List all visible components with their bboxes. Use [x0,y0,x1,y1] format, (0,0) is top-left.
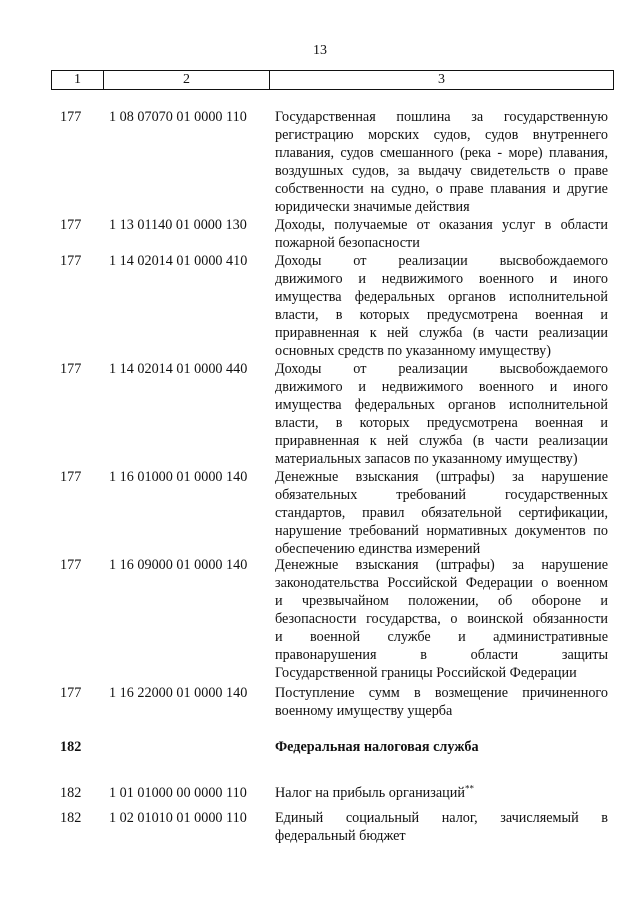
description-line: приравненная к ней служба (в части реализации [275,325,608,341]
description-text: Налог на прибыль организаций [275,785,465,801]
budget-classification-code: 1 08 07070 01 0000 110 [109,109,247,125]
admin-code: 177 [60,557,82,573]
row-description [275,216,608,252]
description-line: обеспечению единства измерений [275,541,481,557]
description-line: Государственной границы Российской Федерации [275,665,577,681]
page-number: 13 [313,43,327,58]
budget-classification-code: 1 01 01000 00 0000 110 [109,785,247,801]
description-line: власти, в которых предусмотрена военная и [275,307,608,323]
description-line [275,784,608,802]
row-description [275,252,608,360]
description-line: и военной службе и административные [275,629,608,645]
budget-classification-code: 1 02 01010 01 0000 110 [109,810,247,826]
description-line: имущества федеральных органов исполнительной [275,397,608,413]
description-line: законодательства Российской Федерации о военном [275,575,608,591]
admin-code: 182 [60,810,82,826]
description-line: Доходы от реализации высвобождаемого [275,361,608,377]
description-line: правонарушения в области защиты [275,647,608,663]
description-line: федеральный бюджет [275,828,406,844]
description-line: Государственная пошлина за государственную [275,109,608,125]
description-line: и чрезвычайном положении, об обороне и [275,593,608,609]
row-description [275,468,608,558]
budget-classification-code: 1 16 09000 01 0000 140 [109,557,248,573]
column-header-1: 1 [52,71,104,90]
budget-classification-code: 1 13 01140 01 0000 130 [109,217,247,233]
description-line: юридически значимые действия [275,199,470,215]
description-line: Денежные взыскания (штрафы) за нарушение [275,557,608,573]
column-header-table [51,70,614,90]
admin-code: 182 [60,785,82,801]
column-header-2: 2 [104,71,270,90]
description-line: движимого и недвижимого военного и иного [275,379,608,395]
description-line: стандартов, правил обязательной сертификации, [275,505,608,521]
row-description [275,684,608,720]
admin-code: 177 [60,109,82,125]
row-description [275,809,608,845]
description-line: Доходы, получаемые от оказания услуг в области [275,217,608,233]
budget-classification-code: 1 16 22000 01 0000 140 [109,685,248,701]
budget-classification-code: 1 16 01000 01 0000 140 [109,469,248,485]
admin-code: 177 [60,469,82,485]
row-description [275,556,608,682]
description-line: регистрацию морских судов, судов внутреннего [275,127,608,143]
description-line: материальных запасов по указанному имуществу) [275,451,578,467]
description-line: пожарной безопасности [275,235,420,251]
section-heading [275,738,608,756]
description-line: движимого и недвижимого военного и иного [275,271,608,287]
description-line: воздушных судов, за выдачу свидетельств о праве [275,163,608,179]
admin-code: 177 [60,217,82,233]
row-description [275,108,608,216]
description-line: безопасности государства, о воинской обязанности [275,611,608,627]
description-line: Доходы от реализации высвобождаемого [275,253,608,269]
description-line: Федеральная налоговая служба [275,739,479,755]
description-line: основных средств по указанному имуществу) [275,343,551,359]
budget-classification-code: 1 14 02014 01 0000 440 [109,361,248,377]
footnote-marker: ** [464,783,474,794]
column-header-3: 3 [270,71,614,90]
description-line: имущества федеральных органов исполнительной [275,289,608,305]
description-line: приравненная к ней служба (в части реализации [275,433,608,449]
description-line: Денежные взыскания (штрафы) за нарушение [275,469,608,485]
description-line: Поступление сумм в возмещение причиненного [275,685,608,701]
description-line: плавания, судов смешанного (река - море) плавания, [275,145,608,161]
description-line: власти, в которых предусмотрена военная и [275,415,608,431]
description-line: военному имуществу ущерба [275,703,453,719]
row-description [275,784,608,802]
budget-classification-code: 1 14 02014 01 0000 410 [109,253,248,269]
description-line: нарушение требований нормативных документов по [275,523,608,539]
admin-code: 177 [60,685,82,701]
row-description [275,360,608,468]
admin-code: 182 [60,739,82,755]
admin-code: 177 [60,361,82,377]
description-line: собственности на судно, о праве плавания и другие [275,181,608,197]
description-line: Единый социальный налог, зачисляемый в [275,810,608,826]
admin-code: 177 [60,253,82,269]
description-line: обязательных требований государственных [275,487,608,503]
